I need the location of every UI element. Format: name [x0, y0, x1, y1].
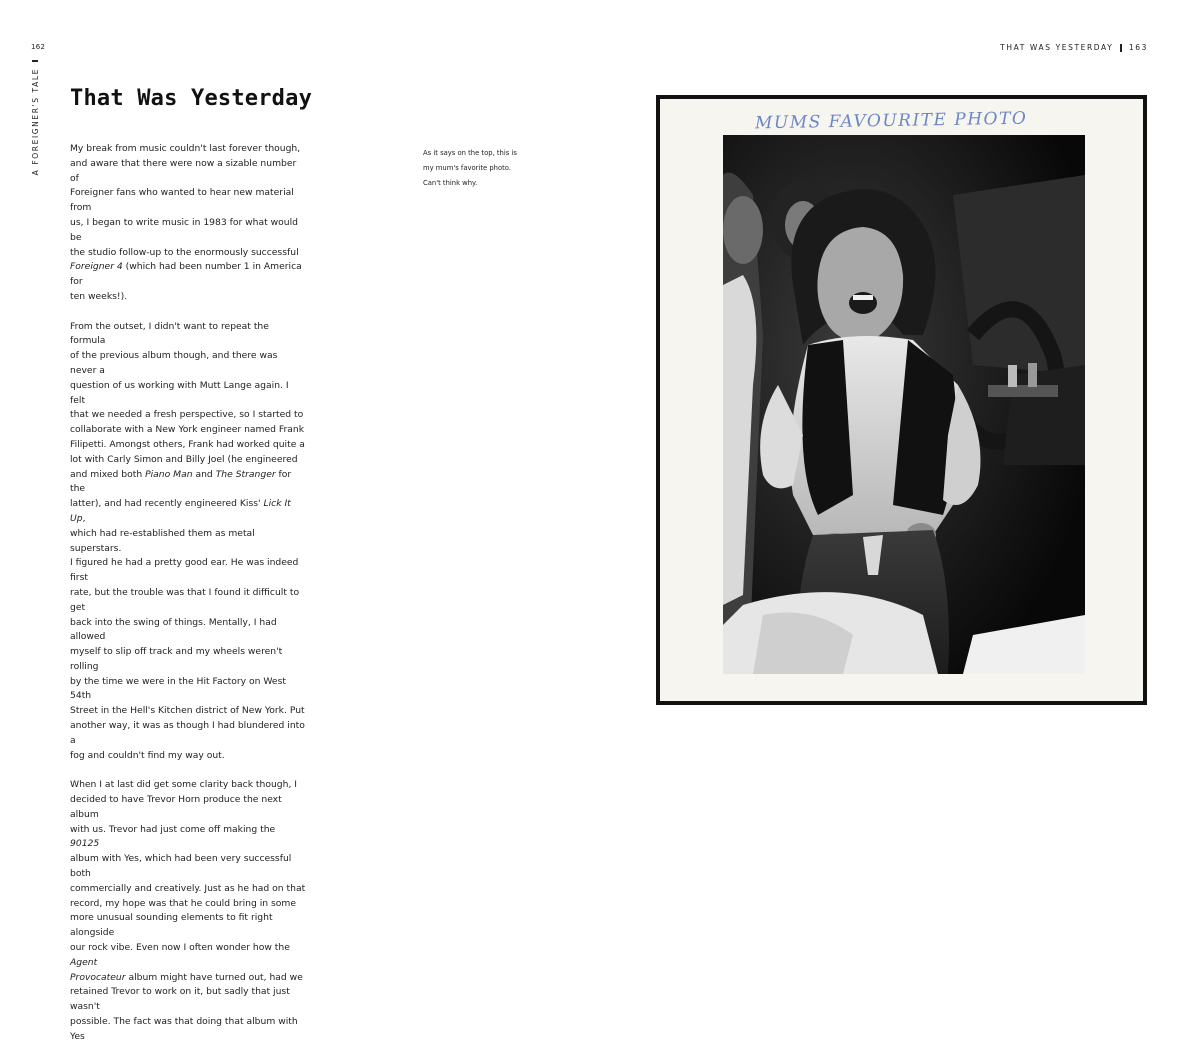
- text-run: When I at last did get some clarity back though, I: [70, 779, 298, 791]
- text-run: and mixed both: [70, 468, 146, 480]
- text-run: another way, it was as though I had blundered into a: [70, 720, 305, 746]
- text-run: and aware that there were now a sizable number of: [70, 157, 297, 184]
- photo-print: [660, 99, 1143, 701]
- text-run: record, my hope was that he could bring in some: [70, 897, 297, 909]
- text-run: (which had been number 1 in America for: [70, 261, 302, 288]
- running-head-left: [31, 60, 39, 175]
- italic-title: Foreigner 4: [70, 261, 123, 273]
- photo-illustration: [723, 135, 1085, 674]
- text-run: of the previous album though, and there was never a: [70, 350, 278, 376]
- italic-title: Provocateur: [70, 971, 126, 983]
- text-run: us, I began to write music in 1983 for what would be: [70, 216, 299, 243]
- italic-title: 90125: [70, 838, 100, 850]
- right-page: [600, 0, 1200, 768]
- photo-frame: [656, 95, 1147, 705]
- text-run: which had re-established them as metal superstars.: [70, 527, 255, 554]
- text-run: lot with Carly Simon and Billy Joel (he engineered: [70, 453, 298, 465]
- text-run: latter), and had recently engineered Kiss': [70, 498, 264, 510]
- text-run: commercially and creatively. Just as he had on that: [70, 882, 306, 894]
- text-run: more unusual sounding elements to fit right alongside: [70, 912, 273, 939]
- text-run: for the: [70, 468, 292, 495]
- left-page: [0, 0, 600, 1042]
- text-run: Foreigner fans who wanted to hear new material from: [70, 187, 294, 214]
- text-run: decided to have Trevor Horn produce the next album: [70, 794, 282, 820]
- text-run: album might have turned out, had we: [125, 971, 303, 983]
- text-run: the studio follow-up to the enormously successful: [70, 246, 299, 258]
- page-number-left: 162: [31, 43, 46, 51]
- text-run: Street in the Hell's Kitchen district of New York. Put: [70, 705, 305, 717]
- body-paragraph: [70, 320, 306, 764]
- italic-title: Agent: [70, 956, 98, 968]
- text-run: I figured he had a pretty good ear. He was indeed first: [70, 557, 299, 584]
- italic-title: Lick It Up: [70, 498, 291, 524]
- body-paragraph: [70, 778, 306, 1044]
- text-run: collaborate with a New York engineer named Frank: [70, 424, 305, 436]
- text-run: our rock vibe. Even now I often wonder how the: [70, 942, 290, 954]
- text-run: and: [192, 468, 216, 480]
- italic-title: The Stranger: [215, 468, 276, 480]
- running-head-separator-right: [1120, 44, 1122, 52]
- photo-caption: As it says on the top, this is my mum's favorite photo. Can't think why.: [423, 149, 517, 187]
- text-run: question of us working with Mutt Lange again. I felt: [70, 379, 289, 406]
- text-run: back into the swing of things. Mentally, I had allowed: [70, 616, 277, 643]
- text-run: retained Trevor to work on it, but sadly that just wasn't: [70, 986, 290, 1013]
- text-run: with us. Trevor had just come off making the: [70, 823, 276, 835]
- text-run: fog and couldn't find my way out.: [70, 749, 225, 761]
- text-run: album with Yes, which had been very successful both: [70, 853, 292, 880]
- italic-title: Piano Man: [145, 468, 193, 480]
- running-head-right: [1000, 43, 1148, 52]
- running-head-right-text: THAT WAS YESTERDAY: [1000, 43, 1114, 52]
- text-run: From the outset, I didn't want to repeat the formula: [70, 320, 269, 347]
- body-text: [70, 142, 306, 1059]
- handwritten-label: MUMS FAVOURITE PHOTO: [754, 108, 1028, 134]
- text-run: My break from music couldn't last forever though,: [70, 143, 301, 154]
- running-head-separator-left: [32, 60, 38, 62]
- text-run: rate, but the trouble was that I found it difficult to get: [70, 586, 300, 613]
- text-run: that we needed a fresh perspective, so I started to: [70, 409, 304, 421]
- photo: [723, 135, 1085, 674]
- text-run: ,: [82, 512, 86, 524]
- text-run: possible. The fact was that doing that album with Yes: [70, 1016, 298, 1042]
- text-run: myself to slip off track and my wheels weren't rolling: [70, 646, 283, 672]
- text-run: Filipetti. Amongst others, Frank had worked quite a: [70, 438, 305, 450]
- text-run: ten weeks!).: [70, 290, 128, 302]
- body-paragraph: [70, 142, 306, 305]
- page-number-right: 163: [1128, 43, 1148, 52]
- running-head-left-text: A FOREIGNER'S TALE: [30, 67, 40, 175]
- chapter-title: That Was Yesterday: [70, 86, 313, 111]
- text-run: by the time we were in the Hit Factory on West 54th: [70, 675, 286, 702]
